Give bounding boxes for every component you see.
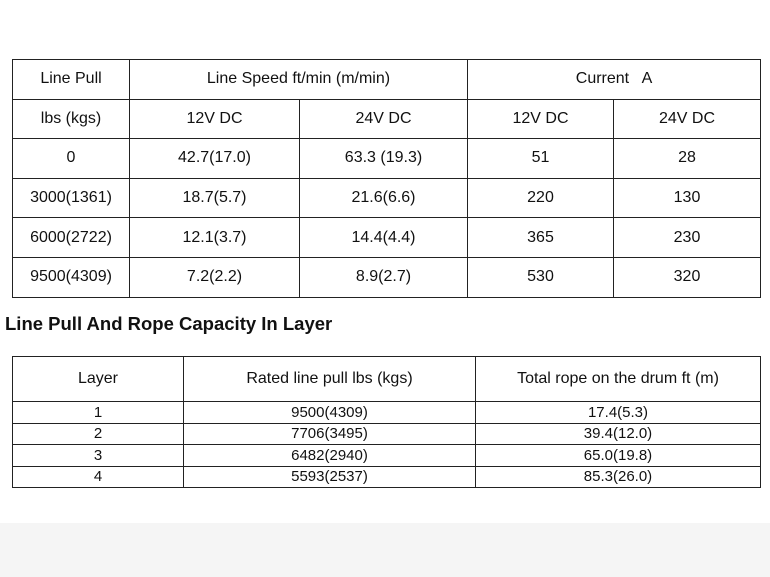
total-rope-cell: 65.0(19.8) [476,445,761,467]
table-row [13,466,761,488]
performance-header-row-2 [13,99,761,139]
total-rope-cell: 85.3(26.0) [476,466,761,488]
rated-pull-header: Rated line pull lbs (kgs) [184,357,476,402]
speed-12v-header: 12V DC [130,99,300,139]
table-row [13,402,761,424]
table-row [13,218,761,258]
line-speed-header: Line Speed ft/min (m/min) [130,60,468,100]
layer-header-row [13,357,761,402]
total-rope-header: Total rope on the drum ft (m) [476,357,761,402]
rated-pull-cell: 7706(3495) [184,423,476,445]
page-footer-band [0,523,770,577]
current-12v-cell: 530 [468,257,614,297]
speed-24v-cell: 8.9(2.7) [300,257,468,297]
current-24v-cell: 320 [614,257,761,297]
line-pull-cell: 3000(1361) [13,178,130,218]
rated-pull-cell: 5593(2537) [184,466,476,488]
layer-section-title: Line Pull And Rope Capacity In Layer [5,313,333,334]
speed-24v-cell: 21.6(6.6) [300,178,468,218]
line-pull-cell: 0 [13,139,130,179]
current-12v-cell: 51 [468,139,614,179]
current-24v-cell: 130 [614,178,761,218]
current-24v-header: 24V DC [614,99,761,139]
line-pull-cell: 6000(2722) [13,218,130,258]
layer-capacity-table [12,356,761,488]
rated-pull-cell: 9500(4309) [184,402,476,424]
layer-cell: 2 [13,423,184,445]
table-row [13,139,761,179]
layer-header: Layer [13,357,184,402]
speed-12v-cell: 12.1(3.7) [130,218,300,258]
layer-cell: 4 [13,466,184,488]
speed-12v-cell: 18.7(5.7) [130,178,300,218]
total-rope-cell: 39.4(12.0) [476,423,761,445]
current-12v-cell: 365 [468,218,614,258]
speed-24v-cell: 14.4(4.4) [300,218,468,258]
current-12v-cell: 220 [468,178,614,218]
total-rope-cell: 17.4(5.3) [476,402,761,424]
current-24v-cell: 230 [614,218,761,258]
line-pull-cell: 9500(4309) [13,257,130,297]
table-row [13,178,761,218]
speed-24v-cell: 63.3 (19.3) [300,139,468,179]
table-row [13,423,761,445]
table-row [13,257,761,297]
speed-12v-cell: 42.7(17.0) [130,139,300,179]
current-24v-cell: 28 [614,139,761,179]
speed-24v-header: 24V DC [300,99,468,139]
rated-pull-cell: 6482(2940) [184,445,476,467]
layer-cell: 1 [13,402,184,424]
units-header: lbs (kgs) [13,99,130,139]
performance-header-row-1 [13,60,761,100]
current-12v-header: 12V DC [468,99,614,139]
line-pull-header: Line Pull [13,60,130,100]
performance-table [12,59,761,298]
current-header: Current A [468,60,761,100]
speed-12v-cell: 7.2(2.2) [130,257,300,297]
layer-cell: 3 [13,445,184,467]
table-row [13,445,761,467]
